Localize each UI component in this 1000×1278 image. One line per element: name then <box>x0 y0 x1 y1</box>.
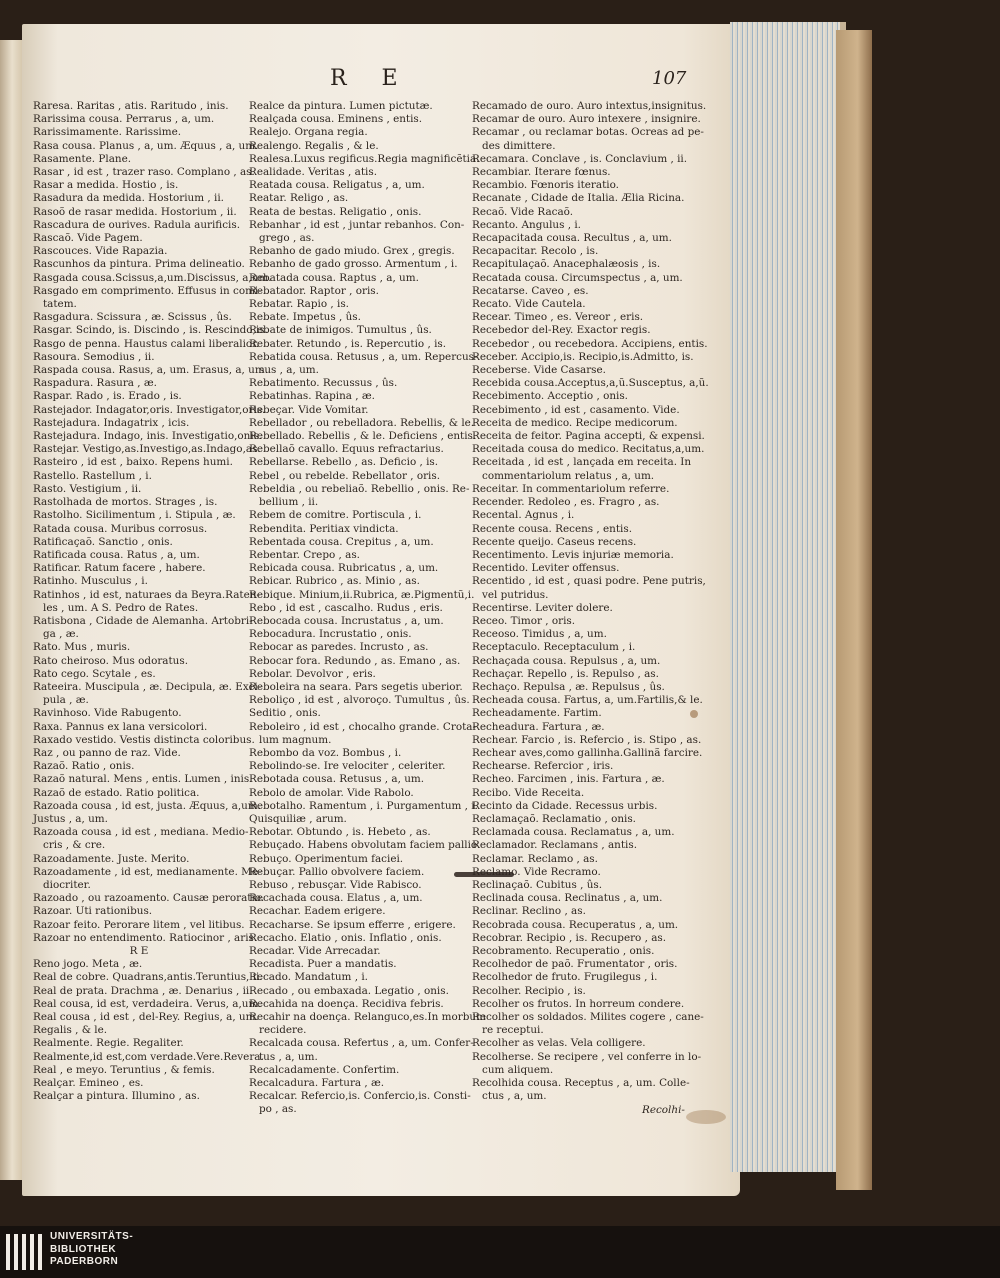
dictionary-line: Receitada cousa do medico. Recitatus,a,um. <box>472 443 705 456</box>
dictionary-line: Recambiar. Iterare fœnus. <box>472 166 611 179</box>
dictionary-line: Rebellaõ cavallo. Equus refractarius. <box>249 443 444 456</box>
dictionary-line: Rascunhos da pintura. Prima delineatio. <box>33 258 245 271</box>
dictionary-line: Rebellado. Rebellis , & le. Deficiens , entis. <box>249 430 477 443</box>
dictionary-line: Rebo , id est , cascalho. Rudus , eris. <box>249 601 443 614</box>
column-2 <box>249 100 486 1117</box>
dictionary-line: Recear. Timeo , es. Vereor , eris. <box>472 311 644 324</box>
dictionary-line: Realçar. Emineo , es. <box>33 1077 144 1090</box>
dictionary-line: Realengo. Regalis , & le. <box>249 139 379 152</box>
dictionary-line: Recatarse. Caveo , es. <box>472 284 589 297</box>
dictionary-line: Rebatar. Rapio , is. <box>249 298 349 311</box>
dictionary-line: Recapacitada cousa. Recultus , a, um. <box>472 232 672 245</box>
dictionary-line: Reatada cousa. Religatus , a, um. <box>249 179 425 192</box>
dictionary-line: vel putridus. <box>482 588 549 601</box>
library-name-line: BIBLIOTHEK <box>50 1243 117 1255</box>
dictionary-line: Rastejadura. Indagatrix , icis. <box>33 416 190 429</box>
dictionary-line: Rebellador , ou rebelladora. Rebellis, & le. <box>249 416 475 429</box>
dictionary-line: Rasgadura. Scissura , æ. Scissus , ûs. <box>33 311 232 324</box>
dictionary-line: Reboleira na seara. Pars segetis uberior. <box>249 680 463 693</box>
dictionary-line: Raxa. Pannus ex lana versicolori. <box>33 720 208 733</box>
library-name <box>50 1231 133 1269</box>
dictionary-line: Razoar feito. Perorare litem , vel litibus. <box>33 918 245 931</box>
dictionary-line: Rebatada cousa. Raptus , a, um. <box>249 271 419 284</box>
dictionary-line: Recalcadura. Fartura , æ. <box>249 1077 385 1090</box>
dictionary-line: Razaõ de estado. Ratio politica. <box>33 786 200 799</box>
dictionary-line: Realesa.Luxus regificus.Regia magnificẽtia. <box>249 152 480 165</box>
dictionary-line: Ratificaçaõ. Sanctio , onis. <box>33 535 173 548</box>
dictionary-line: Recolher os soldados. Milites cogere , cane- <box>472 1011 704 1024</box>
dictionary-line: Receitada , id est , lançada em receita. In <box>472 456 692 469</box>
dictionary-line: Recibo. Vide Receita. <box>472 786 585 799</box>
dictionary-line: Rato. Mus , muris. <box>33 641 131 654</box>
dictionary-line: Recheo. Farcimen , inis. Fartura , æ. <box>472 773 665 786</box>
dictionary-line: Raspada cousa. Rasus, a, um. Erasus, a, um. <box>33 364 269 377</box>
dictionary-line: Rebuço. Operimentum faciei. <box>249 852 404 865</box>
dictionary-line: Rateeira. Muscipula , æ. Decipula, æ. Exci- <box>33 680 262 693</box>
dictionary-line: Rebocar as paredes. Incrusto , as. <box>249 641 429 654</box>
dictionary-line: Receptaculo. Receptaculum , i. <box>472 641 636 654</box>
dictionary-line: Rebocar fora. Redundo , as. Emano , as. <box>249 654 461 667</box>
dictionary-line: Recambio. Fœnoris iteratio. <box>472 179 619 192</box>
dictionary-line: Rebeçar. Vide Vomitar. <box>249 403 369 416</box>
dictionary-line: Rasgar. Scindo, is. Discindo , is. Rescindo,is. <box>33 324 268 337</box>
dictionary-line: Rato cego. Scytale , es. <box>33 667 156 680</box>
dictionary-line: Rasa cousa. Planus , a, um. Æquus , a, um. <box>33 139 259 152</box>
dictionary-line: Rasgo de penna. Haustus calami liberalior. <box>33 337 260 350</box>
dictionary-line: Real , e meyo. Teruntius , & femis. <box>33 1063 215 1076</box>
dictionary-line: Rascouces. Vide Rapazia. <box>33 245 168 258</box>
dictionary-line: Recalcadamente. Confertim. <box>249 1063 400 1076</box>
dictionary-line: Recente queijo. Caseus recens. <box>472 535 637 548</box>
dictionary-line: Recahir na doença. Relanguco,es.In morbum <box>249 1011 486 1024</box>
dictionary-line: Rebombo da voz. Bombus , i. <box>249 746 402 759</box>
library-name-line: PADERBORN <box>50 1256 119 1267</box>
binding-board <box>836 30 872 1190</box>
dictionary-line: ctus , a, um. <box>482 1090 547 1103</box>
dictionary-line: Rastolho. Sicilimentum , i. Stipula , æ. <box>33 509 236 522</box>
dictionary-line: Rebentada cousa. Crepitus , a, um. <box>249 535 434 548</box>
dictionary-line: recidere. <box>259 1024 307 1037</box>
dictionary-line: Reboleiro , id est , chocalho grande. Crota- <box>249 720 476 733</box>
dictionary-line: Rebem de comitre. Portiscula , i. <box>249 509 422 522</box>
dictionary-line: Rebocadura. Incrustatio , onis. <box>249 628 412 641</box>
dictionary-line: Recanto. Angulus , i. <box>472 218 581 231</box>
dictionary-line: ga , æ. <box>43 628 79 641</box>
dictionary-line: Rebanho de gado grosso. Armentum , i. <box>249 258 458 271</box>
dictionary-line: Recahida na doença. Recidiva febris. <box>249 997 444 1010</box>
page-number: 107 <box>652 68 687 89</box>
dictionary-line: Raz , ou panno de raz. Vide. <box>33 746 181 759</box>
dictionary-line: Rasgada cousa.Scissus,a,um.Discissus, a,um. <box>33 271 272 284</box>
dictionary-line: Reclinada cousa. Reclinatus , a, um. <box>472 892 663 905</box>
dictionary-line: Rebater. Retundo , is. Repercutio , is. <box>249 337 447 350</box>
dictionary-line: Rebuçado. Habens obvolutam faciem pallio. <box>249 839 481 852</box>
dictionary-line: Raspar. Rado , is. Erado , is. <box>33 390 182 403</box>
dictionary-line: Rasar a medida. Hostio , is. <box>33 179 179 192</box>
dictionary-line: Raresa. Raritas , atis. Raritudo , inis. <box>33 100 229 112</box>
dictionary-line: Rasar , id est , trazer raso. Complano , as. <box>33 166 255 179</box>
dictionary-line: Receo. Timor , oris. <box>472 614 576 627</box>
dictionary-line: Rebocada cousa. Incrustatus , a, um. <box>249 614 444 627</box>
dictionary-line: Rasoura. Semodius , ii. <box>33 350 155 363</box>
dictionary-line: re receptui. <box>482 1024 544 1037</box>
dictionary-line: Rechear aves,como gallinha.Gallinã farcire. <box>472 746 703 759</box>
dictionary-line: Recacho. Elatio , onis. Inflatio , onis. <box>249 931 442 944</box>
dictionary-line: Recentido. Leviter offensus. <box>472 562 620 575</box>
dictionary-line: Reclinaçaõ. Cubitus , ûs. <box>472 878 603 891</box>
dictionary-line: Rebendita. Peritiax vindicta. <box>249 522 399 535</box>
dictionary-line: Receoso. Timidus , a, um. <box>472 628 607 641</box>
dictionary-line: Reclinar. Reclino , as. <box>472 905 586 918</box>
dictionary-line: Rastejadura. Indago, inis. Investigatio,onis. <box>33 430 263 443</box>
dictionary-line: bellium , ii. <box>259 496 319 509</box>
dictionary-line: Rechaço. Repulsa , æ. Repulsus , ûs. <box>472 680 665 693</box>
dictionary-line: Realidade. Veritas , atis. <box>249 166 377 179</box>
dictionary-line: Rebuso , rebusçar. Vide Rabisco. <box>249 878 422 891</box>
dictionary-line: Rebicar. Rubrico , as. Minio , as. <box>249 575 420 588</box>
dictionary-line: Rebolo de amolar. Vide Rabolo. <box>249 786 414 799</box>
dictionary-line: Recacharse. Se ipsum efferre , erigere. <box>249 918 456 931</box>
dictionary-line: Seditio , onis. <box>249 707 321 720</box>
dictionary-line: Receita de feitor. Pagina accepti, & expensi. <box>472 430 705 443</box>
library-logo-icon <box>6 1234 42 1270</box>
dictionary-line: po , as. <box>259 1103 297 1116</box>
dictionary-line: Raspadura. Rasura , æ. <box>33 377 157 390</box>
dictionary-line: Recolhedor de fruto. Frugilegus , i. <box>472 971 658 984</box>
dictionary-line: Rebate de inimigos. Tumultus , ûs. <box>249 324 432 337</box>
dictionary-line: Recado , ou embaxada. Legatio , onis. <box>249 984 449 997</box>
dictionary-line: Recobrada cousa. Recuperatus , a, um. <box>472 918 679 931</box>
dictionary-line: Rasto. Vestigium , ii. <box>33 482 142 495</box>
dictionary-line: Rebatida cousa. Retusus , a, um. Repercus- <box>249 350 478 363</box>
dictionary-line: Ratinhos , id est, naturaes da Beyra.Raten- <box>33 588 260 601</box>
dictionary-line: Rebicada cousa. Rubricatus , a, um. <box>249 562 439 575</box>
dictionary-line: Recental. Agnus , i. <box>472 509 575 522</box>
dictionary-line: Reclamada cousa. Reclamatus , a, um. <box>472 826 675 839</box>
catchword: Recolhi- <box>642 1104 685 1116</box>
dictionary-line: Rebel , ou rebelde. Rebellator , oris. <box>249 469 441 482</box>
dictionary-line: Recheadura. Fartura , æ. <box>472 720 605 733</box>
dictionary-line: Quisquiliæ , arum. <box>249 812 347 825</box>
dictionary-line: Rato cheiroso. Mus odoratus. <box>33 654 189 667</box>
ink-stain <box>690 710 698 718</box>
dictionary-line: Rebeldia , ou rebeliaõ. Rebellio , onis. Re- <box>249 482 470 495</box>
dictionary-line: Rebatinhas. Rapina , æ. <box>249 390 375 403</box>
dictionary-line: Razoar. Uti rationibus. <box>33 905 153 918</box>
dictionary-line: Recadar. Vide Arrecadar. <box>249 945 381 957</box>
dictionary-line: Rechaçar. Repello , is. Repulso , as. <box>472 667 659 680</box>
dictionary-line: Rechaçada cousa. Repulsus , a, um. <box>472 654 661 667</box>
dictionary-line: Recheadamente. Fartim. <box>472 707 602 720</box>
dictionary-line: Receber. Accipio,is. Recipio,is.Admitto, is. <box>472 350 694 363</box>
dictionary-line: Recolher. Recipio , is. <box>472 984 586 997</box>
dictionary-line: Realçada cousa. Eminens , entis. <box>249 113 423 126</box>
dictionary-line: Recente cousa. Recens , entis. <box>472 522 633 535</box>
dictionary-line: Receberse. Vide Casarse. <box>472 364 606 377</box>
dictionary-line: Recado. Mandatum , i. <box>249 971 368 984</box>
dictionary-line: Recolherse. Se recipere , vel conferre in lo- <box>472 1050 702 1063</box>
dictionary-line: R E <box>129 945 149 957</box>
dictionary-line: Rebanhar , id est , juntar rebanhos. Con- <box>249 218 465 231</box>
dictionary-line: Recobramento. Recuperatio , onis. <box>472 945 655 957</box>
dictionary-line: Rastolhada de mortos. Strages , is. <box>33 496 218 509</box>
dictionary-line: Rarissima cousa. Perrarus , a, um. <box>33 113 215 126</box>
dictionary-line: Rebique. Minium,ii.Rubrica, æ.Pigmentũ,i. <box>249 588 475 601</box>
dictionary-line: Recender. Redoleo , es. Fragro , as. <box>472 496 660 509</box>
dictionary-line: Rasgado em comprimento. Effusus in comi- <box>33 284 262 297</box>
dictionary-line: Realmente. Regie. Regaliter. <box>33 1037 184 1050</box>
dictionary-line: les , um. A S. Pedro de Rates. <box>43 601 199 614</box>
dictionary-line: Recato. Vide Cautela. <box>472 298 586 311</box>
dictionary-line: Rastello. Rastellum , i. <box>33 469 152 482</box>
dictionary-line: Recachar. Eadem erigere. <box>249 905 386 918</box>
dictionary-line: Razoada cousa , id est, justa. Æquus, a,um. <box>33 799 262 812</box>
dictionary-line: tatem. <box>43 298 77 311</box>
dictionary-line: Recentimento. Levis injuriæ memoria. <box>472 548 674 561</box>
dictionary-line: Rebuçar. Pallio obvolvere faciem. <box>249 865 425 878</box>
dictionary-line: Ratada cousa. Muribus corrosus. <box>33 522 208 535</box>
page-header <box>0 66 740 96</box>
dictionary-line: Rastejador. Indagator,oris. Investigator,oris. <box>33 403 266 416</box>
dictionary-line: Recebimento , id est , casamento. Vide. <box>472 403 680 416</box>
dictionary-line: lum magnum. <box>259 733 332 746</box>
dictionary-line: Recobrar. Recipio , is. Recupero , as. <box>472 931 667 944</box>
dictionary-line: Recachada cousa. Elatus , a, um. <box>249 892 423 905</box>
dictionary-line: Recentirse. Leviter dolere. <box>472 601 613 614</box>
dictionary-line: Recamar de ouro. Auro intexere , insignire. <box>472 113 701 126</box>
dictionary-line: Recaõ. Vide Racaõ. <box>472 205 574 218</box>
dictionary-line: Realmente,id est,com verdade.Vere.Revera. <box>33 1050 264 1063</box>
left-page-edge <box>0 40 22 1180</box>
dictionary-line: Regalis , & le. <box>33 1024 108 1037</box>
dictionary-line: diocriter. <box>43 878 91 891</box>
dictionary-line: Rebate. Impetus , ûs. <box>249 311 361 324</box>
dictionary-line: Ratificada cousa. Ratus , a, um. <box>33 548 200 561</box>
dictionary-line: Ravinhoso. Vide Rabugento. <box>33 707 182 720</box>
dictionary-line: Rasteiro , id est , baixo. Repens humi. <box>33 456 233 469</box>
dictionary-line: Rascadura de ourives. Radula aurificis. <box>33 218 241 231</box>
dictionary-line: Razoadamente. Juste. Merito. <box>33 852 190 865</box>
dictionary-line: Recolher os frutos. In horreum condere. <box>472 997 685 1010</box>
dictionary-line: Real cousa, id est, verdadeira. Verus, a,um. <box>33 997 262 1010</box>
dictionary-line: Ratisbona , Cidade de Alemanha. Artobri- <box>33 614 253 627</box>
dictionary-line: commentariolum relatus , a, um. <box>482 469 655 482</box>
dictionary-line: Razaõ. Ratio , onis. <box>33 760 135 773</box>
column-1 <box>33 100 272 1103</box>
dictionary-line: Rechear. Farcio , is. Refercio , is. Stipo , as. <box>472 733 702 746</box>
dictionary-line: Razoar no entendimento. Ratiocinor , aris. <box>33 931 258 944</box>
dictionary-line: Recanate , Cidade de Italia. Ælia Ricina. <box>472 192 685 205</box>
ink-stain <box>686 1110 726 1124</box>
dictionary-line: Razoada cousa , id est , mediana. Medio- <box>33 826 249 839</box>
dictionary-line: Rebotar. Obtundo , is. Hebeto , as. <box>249 826 431 839</box>
dictionary-line: Receitar. In commentariolum referre. <box>472 482 670 495</box>
dictionary-line: Recalcada cousa. Refertus , a, um. Confer- <box>249 1037 474 1050</box>
dictionary-line: Rebolar. Devolvor , eris. <box>249 667 376 680</box>
dictionary-line: Recapacitar. Recolo , is. <box>472 245 599 258</box>
dictionary-line: Receita de medico. Recipe medicorum. <box>472 416 678 429</box>
dictionary-line: Recamado de ouro. Auro intextus,insignitus. <box>472 100 707 112</box>
dictionary-line: Rasadura da medida. Hostorium , ii. <box>33 192 224 205</box>
dictionary-line: Rebentar. Crepo , as. <box>249 548 360 561</box>
dictionary-line: Reno jogo. Meta , æ. <box>33 958 143 971</box>
dictionary-line: Rasamente. Plane. <box>33 152 132 165</box>
dictionary-line: cum aliquem. <box>482 1063 554 1076</box>
column-3 <box>472 100 709 1103</box>
dictionary-line: Recalcar. Refercio,is. Confercio,is. Consti- <box>249 1090 471 1103</box>
dictionary-line: Ratinho. Musculus , i. <box>33 575 148 588</box>
dictionary-line: Recebida cousa.Acceptus,a,ũ.Susceptus, a,ũ. <box>472 377 709 390</box>
dictionary-line: Rascaõ. Vide Pagem. <box>33 232 143 245</box>
dictionary-line: Raxado vestido. Vestis distincta coloribus. <box>33 733 255 746</box>
dictionary-line: Reata de bestas. Religatio , onis. <box>249 205 422 218</box>
dictionary-line: Real de cobre. Quadrans,antis.Teruntius, ii. <box>33 971 263 984</box>
page-block-edges <box>730 22 846 1172</box>
dictionary-line: Recatada cousa. Circumspectus , a, um. <box>472 271 683 284</box>
library-name-line: UNIVERSITÄTS- <box>50 1231 134 1242</box>
dictionary-line: Reclamo. Vide Recramo. <box>472 865 601 878</box>
dictionary-line: Recadista. Puer a mandatis. <box>249 958 397 971</box>
dictionary-line: Rebotalho. Ramentum , i. Purgamentum , i. <box>249 799 478 812</box>
dictionary-line: cris , & cre. <box>43 839 106 852</box>
dictionary-line: Recebedor del-Rey. Exactor regis. <box>472 324 651 337</box>
dictionary-line: Rebotada cousa. Retusus , a, um. <box>249 773 425 786</box>
dictionary-line: Reboliço , id est , alvoroço. Tumultus , ûs. <box>249 694 470 707</box>
running-head: R E <box>330 66 412 91</box>
dictionary-line: Recolhida cousa. Receptus , a, um. Colle- <box>472 1077 690 1090</box>
dictionary-line: Rarissimamente. Rarissime. <box>33 126 182 139</box>
dictionary-line: sus , a, um. <box>259 364 319 377</box>
dictionary-line: Recamara. Conclave , is. Conclavium , ii. <box>472 152 688 165</box>
dictionary-line: Recinto da Cidade. Recessus urbis. <box>472 799 658 812</box>
dictionary-line: Reatar. Religo , as. <box>249 192 349 205</box>
dictionary-line: Rastejar. Vestigo,as.Investigo,as.Indago,as. <box>33 443 261 456</box>
dictionary-line: pula , æ. <box>43 694 89 707</box>
dictionary-line: Recebimento. Acceptio , onis. <box>472 390 628 403</box>
dictionary-line: Razaõ natural. Mens , entis. Lumen , inis. <box>33 773 253 786</box>
dictionary-line: tus , a, um. <box>259 1050 318 1063</box>
dictionary-line: Real cousa , id est , del-Rey. Regius, a, um. <box>33 1011 259 1024</box>
dictionary-line: Razoado , ou razoamento. Causæ peroratio. <box>33 892 265 905</box>
dictionary-line: Real de prata. Drachma , æ. Denarius , ii. <box>33 984 253 997</box>
dictionary-line: Realce da pintura. Lumen pictutæ. <box>249 100 433 112</box>
dictionary-line: Recamar , ou reclamar botas. Ocreas ad pe- <box>472 126 704 139</box>
dictionary-line: Reclamador. Reclamans , antis. <box>472 839 638 852</box>
dictionary-line: Razoadamente , id est, medianamente. Me- <box>33 865 262 878</box>
dictionary-line: Justus , a, um. <box>33 812 108 825</box>
dictionary-line: Realçar a pintura. Illumino , as. <box>33 1090 200 1103</box>
dictionary-line: Recheada cousa. Fartus, a, um.Fartilis,& le. <box>472 694 703 707</box>
dictionary-line: Recebedor , ou recebedora. Accipiens, entis. <box>472 337 708 350</box>
dictionary-line: Recolher as velas. Vela colligere. <box>472 1037 646 1050</box>
dictionary-line: des dimittere. <box>482 139 556 152</box>
dictionary-line: grego , as. <box>259 232 315 245</box>
dictionary-line: Reclamaçaõ. Reclamatio , onis. <box>472 812 636 825</box>
dictionary-line: Reclamar. Reclamo , as. <box>472 852 598 865</box>
dictionary-line: Rebatador. Raptor , oris. <box>249 284 379 297</box>
dictionary-line: Rasoõ de rasar medida. Hostorium , ii. <box>33 205 237 218</box>
library-footer <box>0 1226 1000 1278</box>
dictionary-line: Realejo. Organa regia. <box>249 126 368 139</box>
dictionary-line: Recolhedor de paõ. Frumentator , oris. <box>472 958 678 971</box>
dictionary-line: Rebellarse. Rebello , as. Deficio , is. <box>249 456 439 469</box>
dictionary-line: Rebolindo-se. Ire velociter , celeriter. <box>249 760 446 773</box>
dictionary-line: Rechearse. Refercior , iris. <box>472 760 614 773</box>
dictionary-line: Rebanho de gado miudo. Grex , gregis. <box>249 245 455 258</box>
dictionary-line: Rebatimento. Recussus , ûs. <box>249 377 398 390</box>
dictionary-line: Ratificar. Ratum facere , habere. <box>33 562 206 575</box>
dictionary-line: Recapitulaçaõ. Anacephalæosis , is. <box>472 258 661 271</box>
dictionary-line: Recentido , id est , quasi podre. Pene putris, <box>472 575 706 588</box>
